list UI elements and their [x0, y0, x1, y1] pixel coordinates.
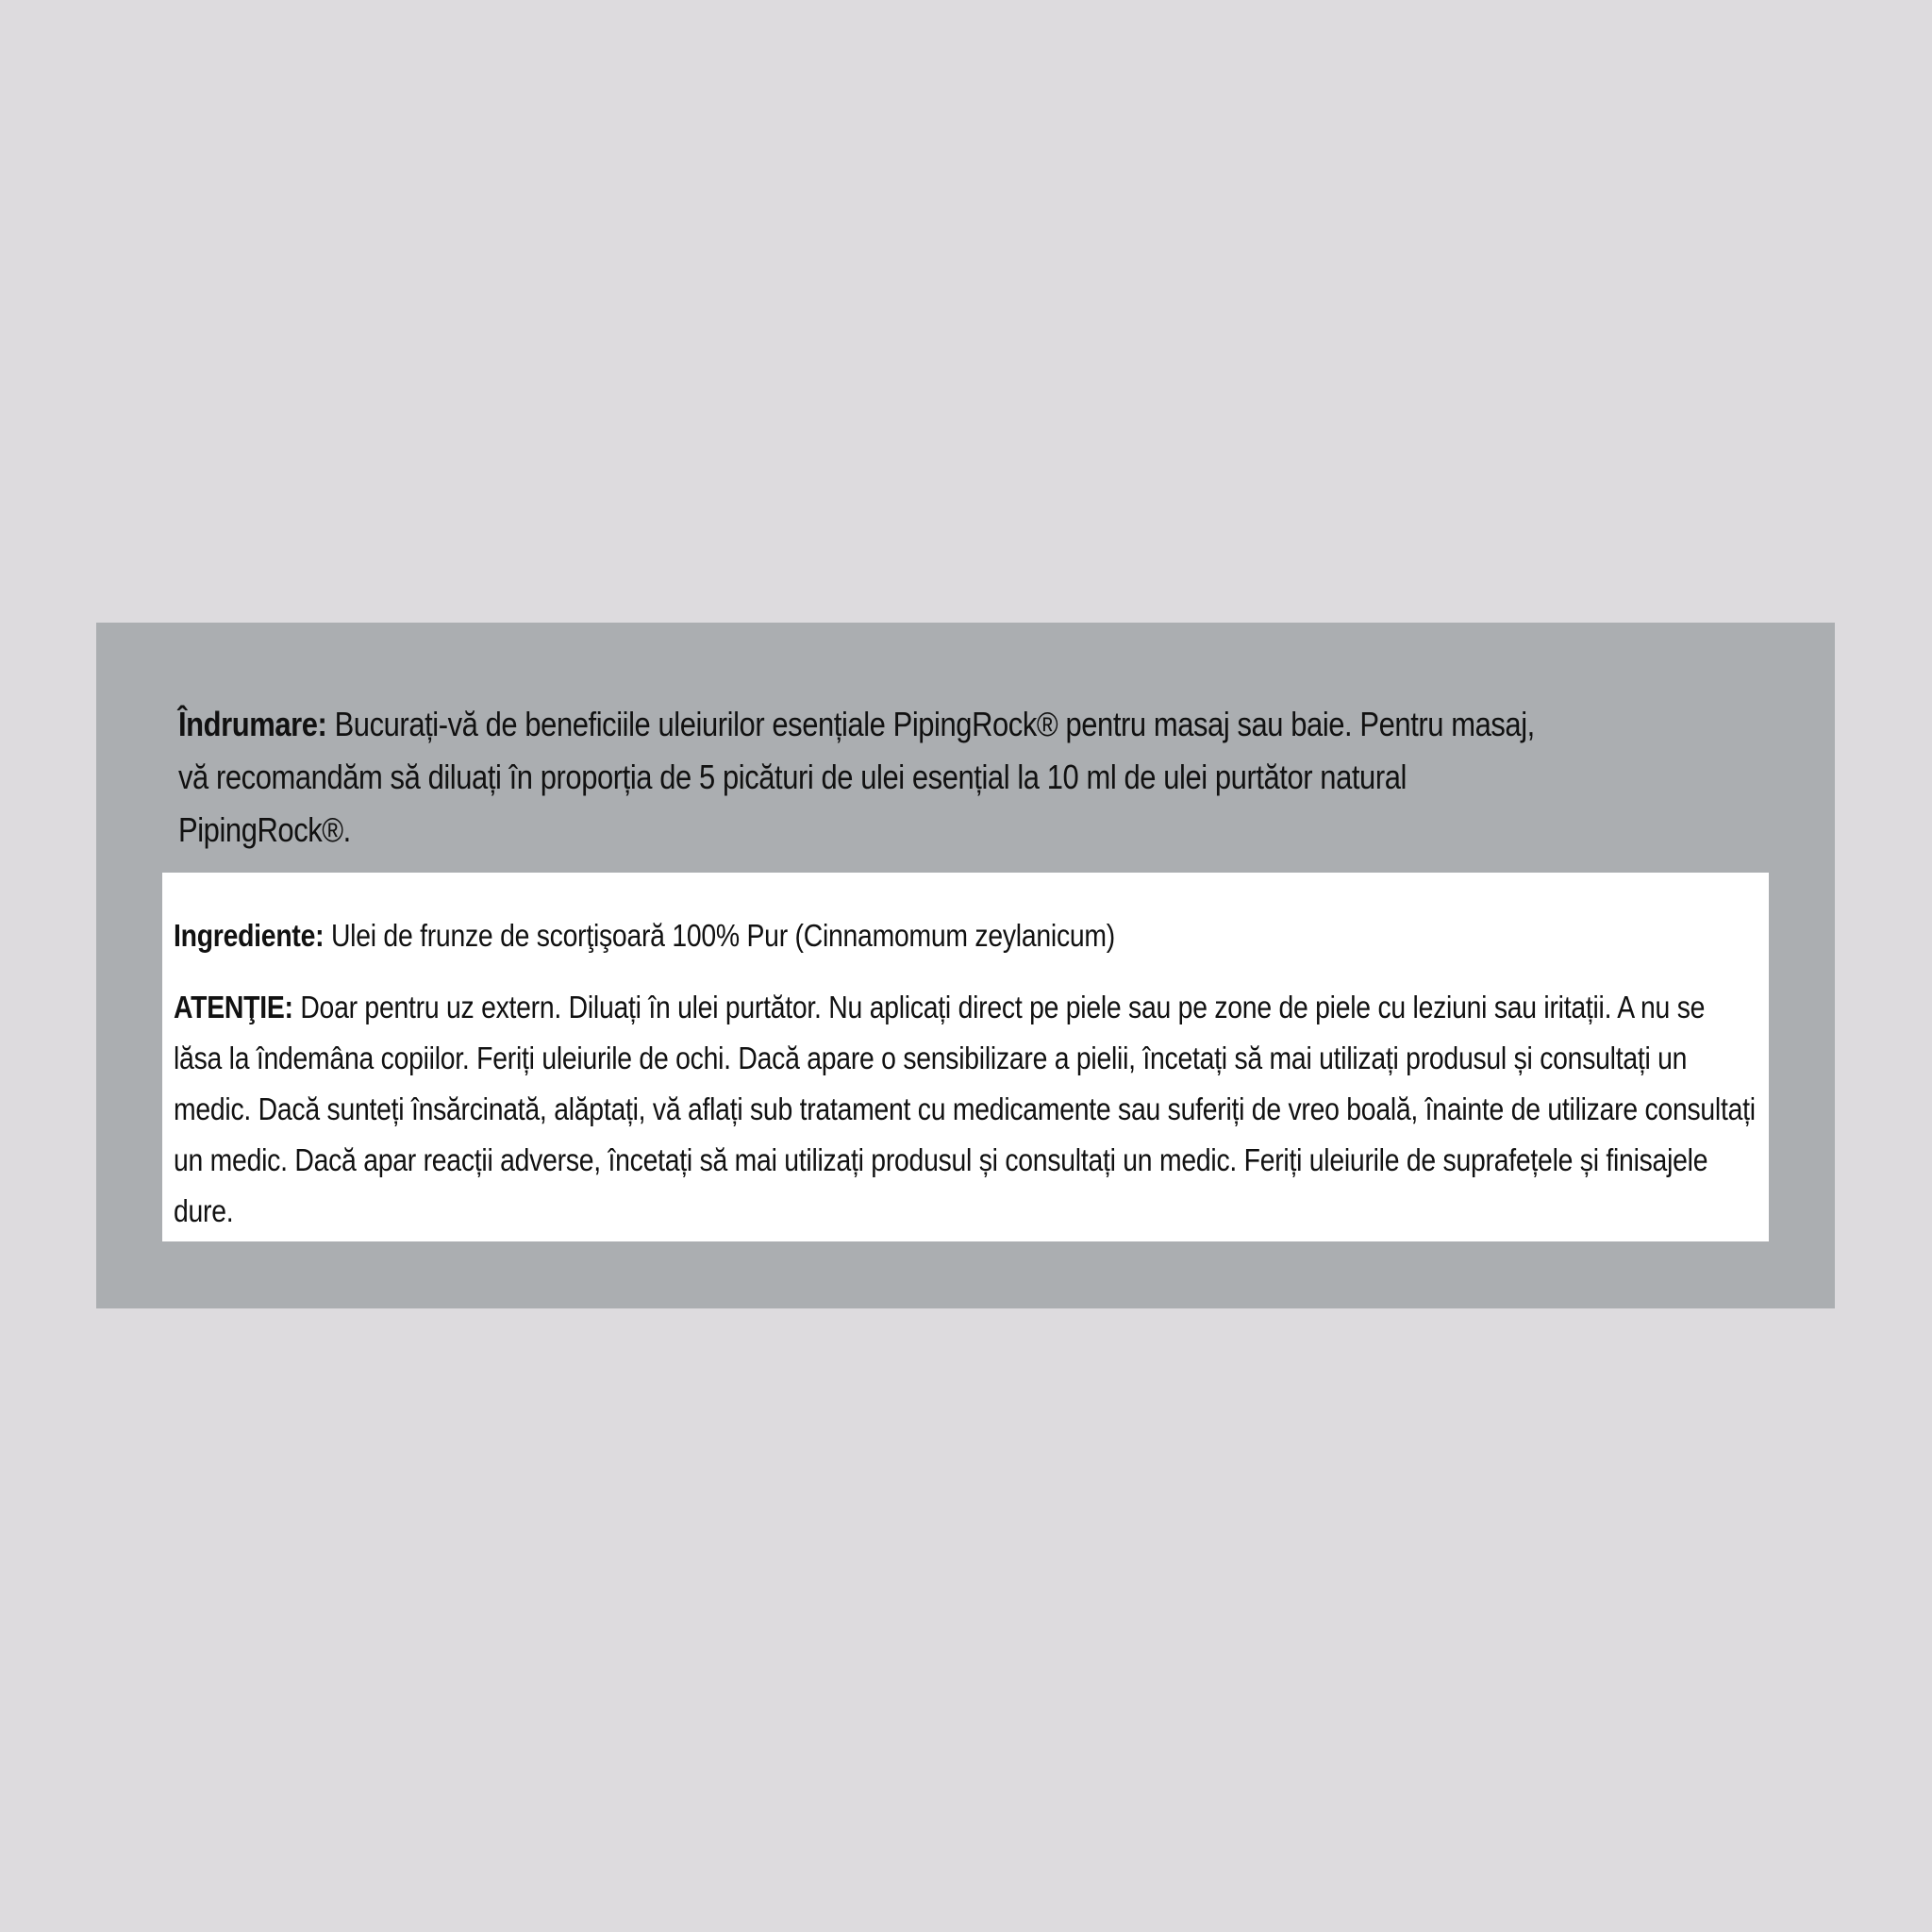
label-panel	[96, 623, 1835, 1308]
ingredients-text: Ulei de frunze de scorţişoară 100% Pur (Cinnamomum zeylanicum)	[330, 918, 1115, 953]
directions-label: Îndrumare:	[178, 705, 335, 743]
warning-text: Doar pentru uz extern. Diluați în ulei purtător. Nu aplicați direct pe piele sau pe zone de piele cu leziuni sau iritații. A nu se lăsa la îndemâna copiilor. Feriți uleiurile de ochi. Dacă apare o sensibilizare a pielii, încetați să mai utilizați produsul și consultați un medic. Dacă sunteți însărcinată, alăptați, vă aflați sub tratament cu medicamente sau suferiți de vreo boală, înainte de utilizare consultați un medic. Dacă apar reacții adverse, încetați să mai utilizați produsul și consultați un medic. Feriți uleiurile de suprafețele și finisajele dure.	[174, 990, 1756, 1228]
directions-text: Bucurați-vă de beneficiile uleiurilor esențiale PipingRock® pentru masaj sau baie. Pentru masaj, vă recomandăm să diluați în proporția de 5 picături de ulei esențial la 10 ml de ulei purtător natural PipingRock®.	[178, 705, 1535, 849]
ingredients-warning-box	[162, 873, 1769, 1241]
ingredients-label: Ingrediente:	[174, 918, 331, 953]
directions-paragraph	[178, 698, 1557, 857]
warning-paragraph	[174, 982, 1756, 1237]
ingredients-paragraph	[174, 910, 1674, 961]
warning-label: ATENŢIE:	[174, 990, 301, 1024]
